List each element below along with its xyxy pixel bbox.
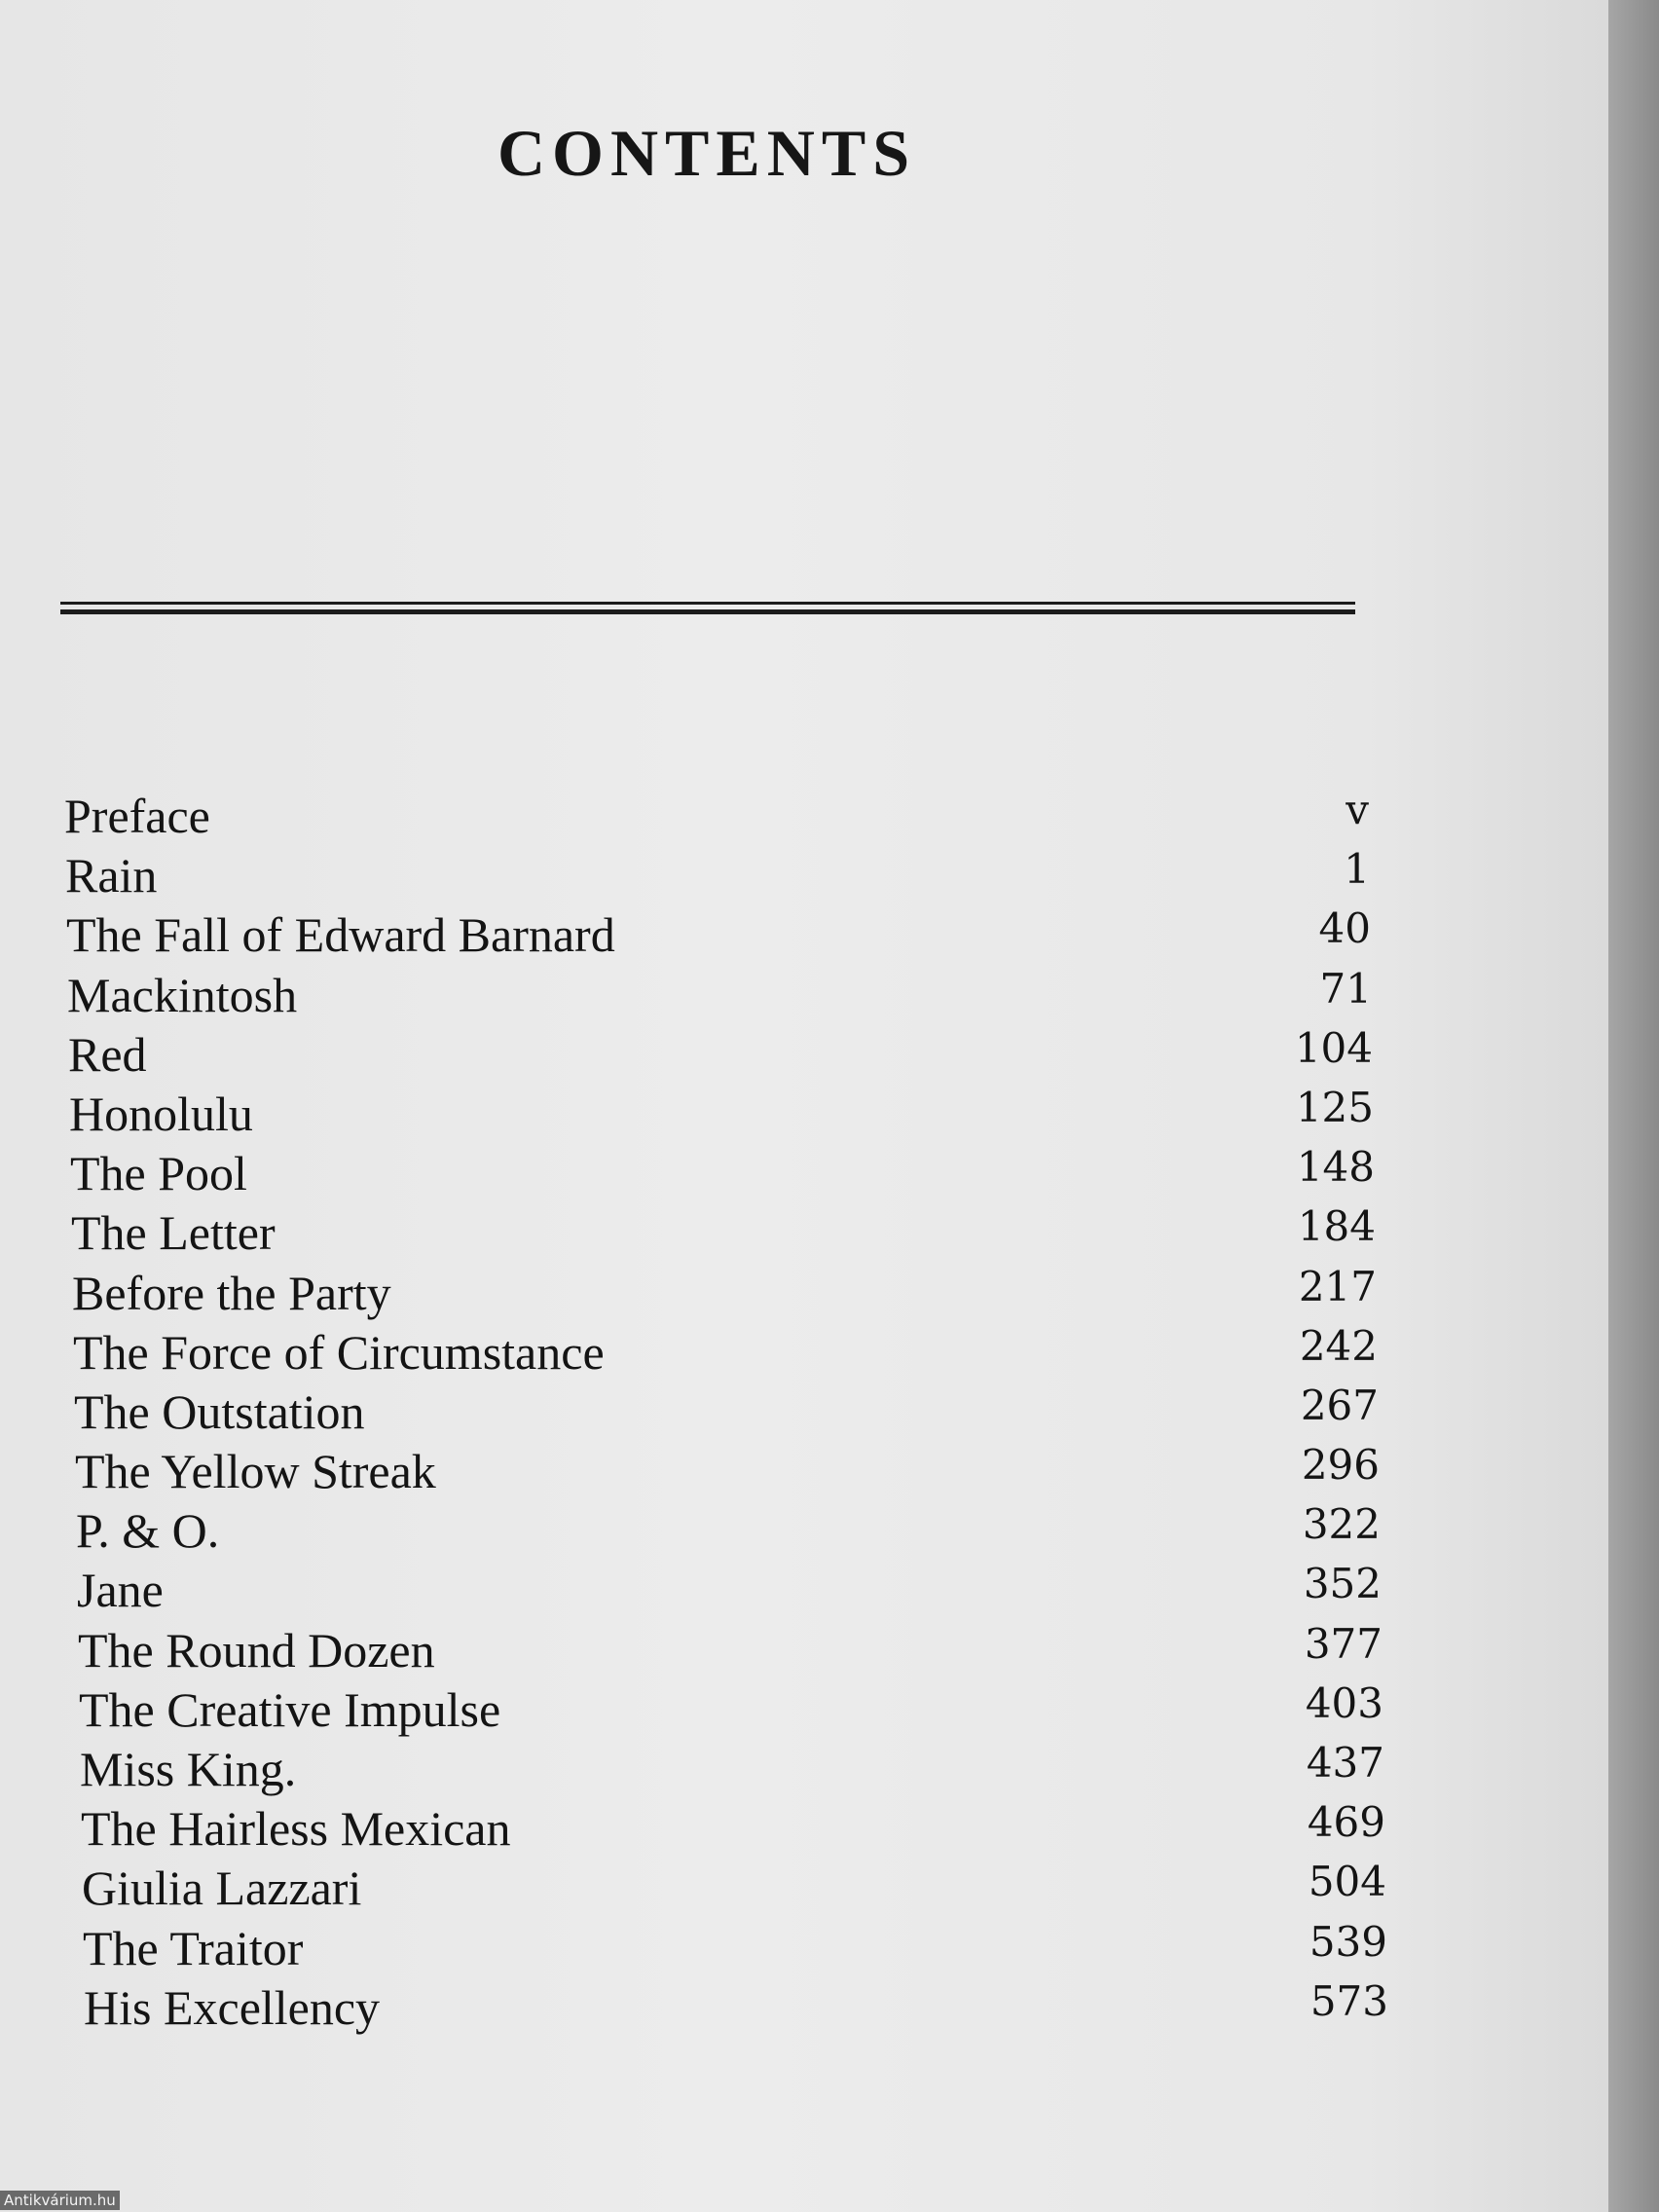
entry-page: 437 <box>1306 1739 1384 1787</box>
entry-title: Honolulu <box>69 1086 253 1141</box>
double-rule-divider <box>60 602 1355 617</box>
entry-page: 539 <box>1309 1917 1387 1966</box>
toc-entry <box>70 1144 1375 1203</box>
toc-entry <box>83 1919 1387 1978</box>
toc-entry <box>73 1323 1378 1382</box>
entry-page: 377 <box>1304 1619 1382 1668</box>
entry-title: Rain <box>65 848 158 903</box>
toc-entry <box>79 1680 1383 1740</box>
entry-title: Preface <box>64 789 210 843</box>
entry-title: The Round Dozen <box>78 1622 435 1677</box>
entry-page: v <box>1346 786 1369 833</box>
toc-entry <box>82 1859 1386 1918</box>
table-of-contents <box>64 786 1388 2038</box>
toc-entry <box>66 905 1371 965</box>
entry-title: The Pool <box>70 1146 247 1201</box>
entry-page: 104 <box>1294 1023 1373 1072</box>
entry-title: The Letter <box>71 1205 276 1261</box>
entry-page: 125 <box>1295 1083 1374 1131</box>
entry-title: The Hairless Mexican <box>81 1801 511 1857</box>
toc-entry <box>67 966 1372 1025</box>
toc-entry <box>76 1501 1381 1561</box>
watermark: Antikvárium.hu <box>0 2191 120 2210</box>
entry-page: 352 <box>1303 1560 1382 1608</box>
entry-title: P. & O. <box>76 1503 220 1559</box>
entry-page: 184 <box>1297 1202 1376 1251</box>
toc-entry <box>68 1025 1373 1085</box>
entry-page: 148 <box>1296 1143 1375 1192</box>
toc-entry <box>74 1382 1379 1442</box>
entry-page: 322 <box>1302 1500 1381 1549</box>
entry-page: 469 <box>1307 1798 1385 1847</box>
entry-title: The Creative Impulse <box>79 1681 501 1737</box>
entry-title: Mackintosh <box>67 967 298 1022</box>
toc-entry <box>69 1085 1374 1144</box>
entry-page: 573 <box>1309 1976 1388 2025</box>
toc-entry <box>64 787 1369 846</box>
entry-page: 267 <box>1300 1381 1379 1429</box>
entry-page: 296 <box>1301 1441 1380 1490</box>
toc-entry <box>65 846 1370 905</box>
entry-title: His Excellency <box>84 1979 381 2035</box>
entry-page: 1 <box>1344 845 1370 894</box>
toc-entry <box>84 1978 1388 2038</box>
toc-entry <box>71 1203 1376 1263</box>
toc-entry <box>72 1264 1377 1323</box>
rule-thick-line <box>60 609 1355 614</box>
contents-heading: CONTENTS <box>497 116 917 190</box>
entry-title: Giulia Lazzari <box>82 1861 362 1916</box>
facing-page-edge <box>1608 0 1659 2212</box>
entry-title: Miss King. <box>80 1742 297 1796</box>
entry-title: The Traitor <box>83 1920 304 1975</box>
entry-title: The Outstation <box>74 1383 365 1439</box>
entry-title: The Fall of Edward Barnard <box>66 907 615 963</box>
entry-page: 217 <box>1298 1262 1377 1310</box>
rule-thin-line <box>60 602 1355 605</box>
entry-title: The Force of Circumstance <box>73 1324 605 1380</box>
entry-title: Jane <box>77 1563 164 1618</box>
toc-entry <box>77 1561 1382 1620</box>
entry-title: The Yellow Streak <box>75 1444 436 1499</box>
entry-title: Red <box>68 1026 147 1082</box>
entry-page: 242 <box>1299 1321 1378 1370</box>
toc-entry <box>78 1621 1382 1680</box>
entry-page: 71 <box>1319 964 1372 1013</box>
toc-entry <box>80 1740 1384 1799</box>
toc-entry <box>75 1442 1380 1501</box>
entry-page: 403 <box>1305 1678 1383 1727</box>
entry-page: 504 <box>1308 1858 1386 1906</box>
entry-page: 40 <box>1318 904 1371 953</box>
entry-title: Before the Party <box>72 1265 391 1320</box>
toc-entry <box>81 1799 1385 1859</box>
